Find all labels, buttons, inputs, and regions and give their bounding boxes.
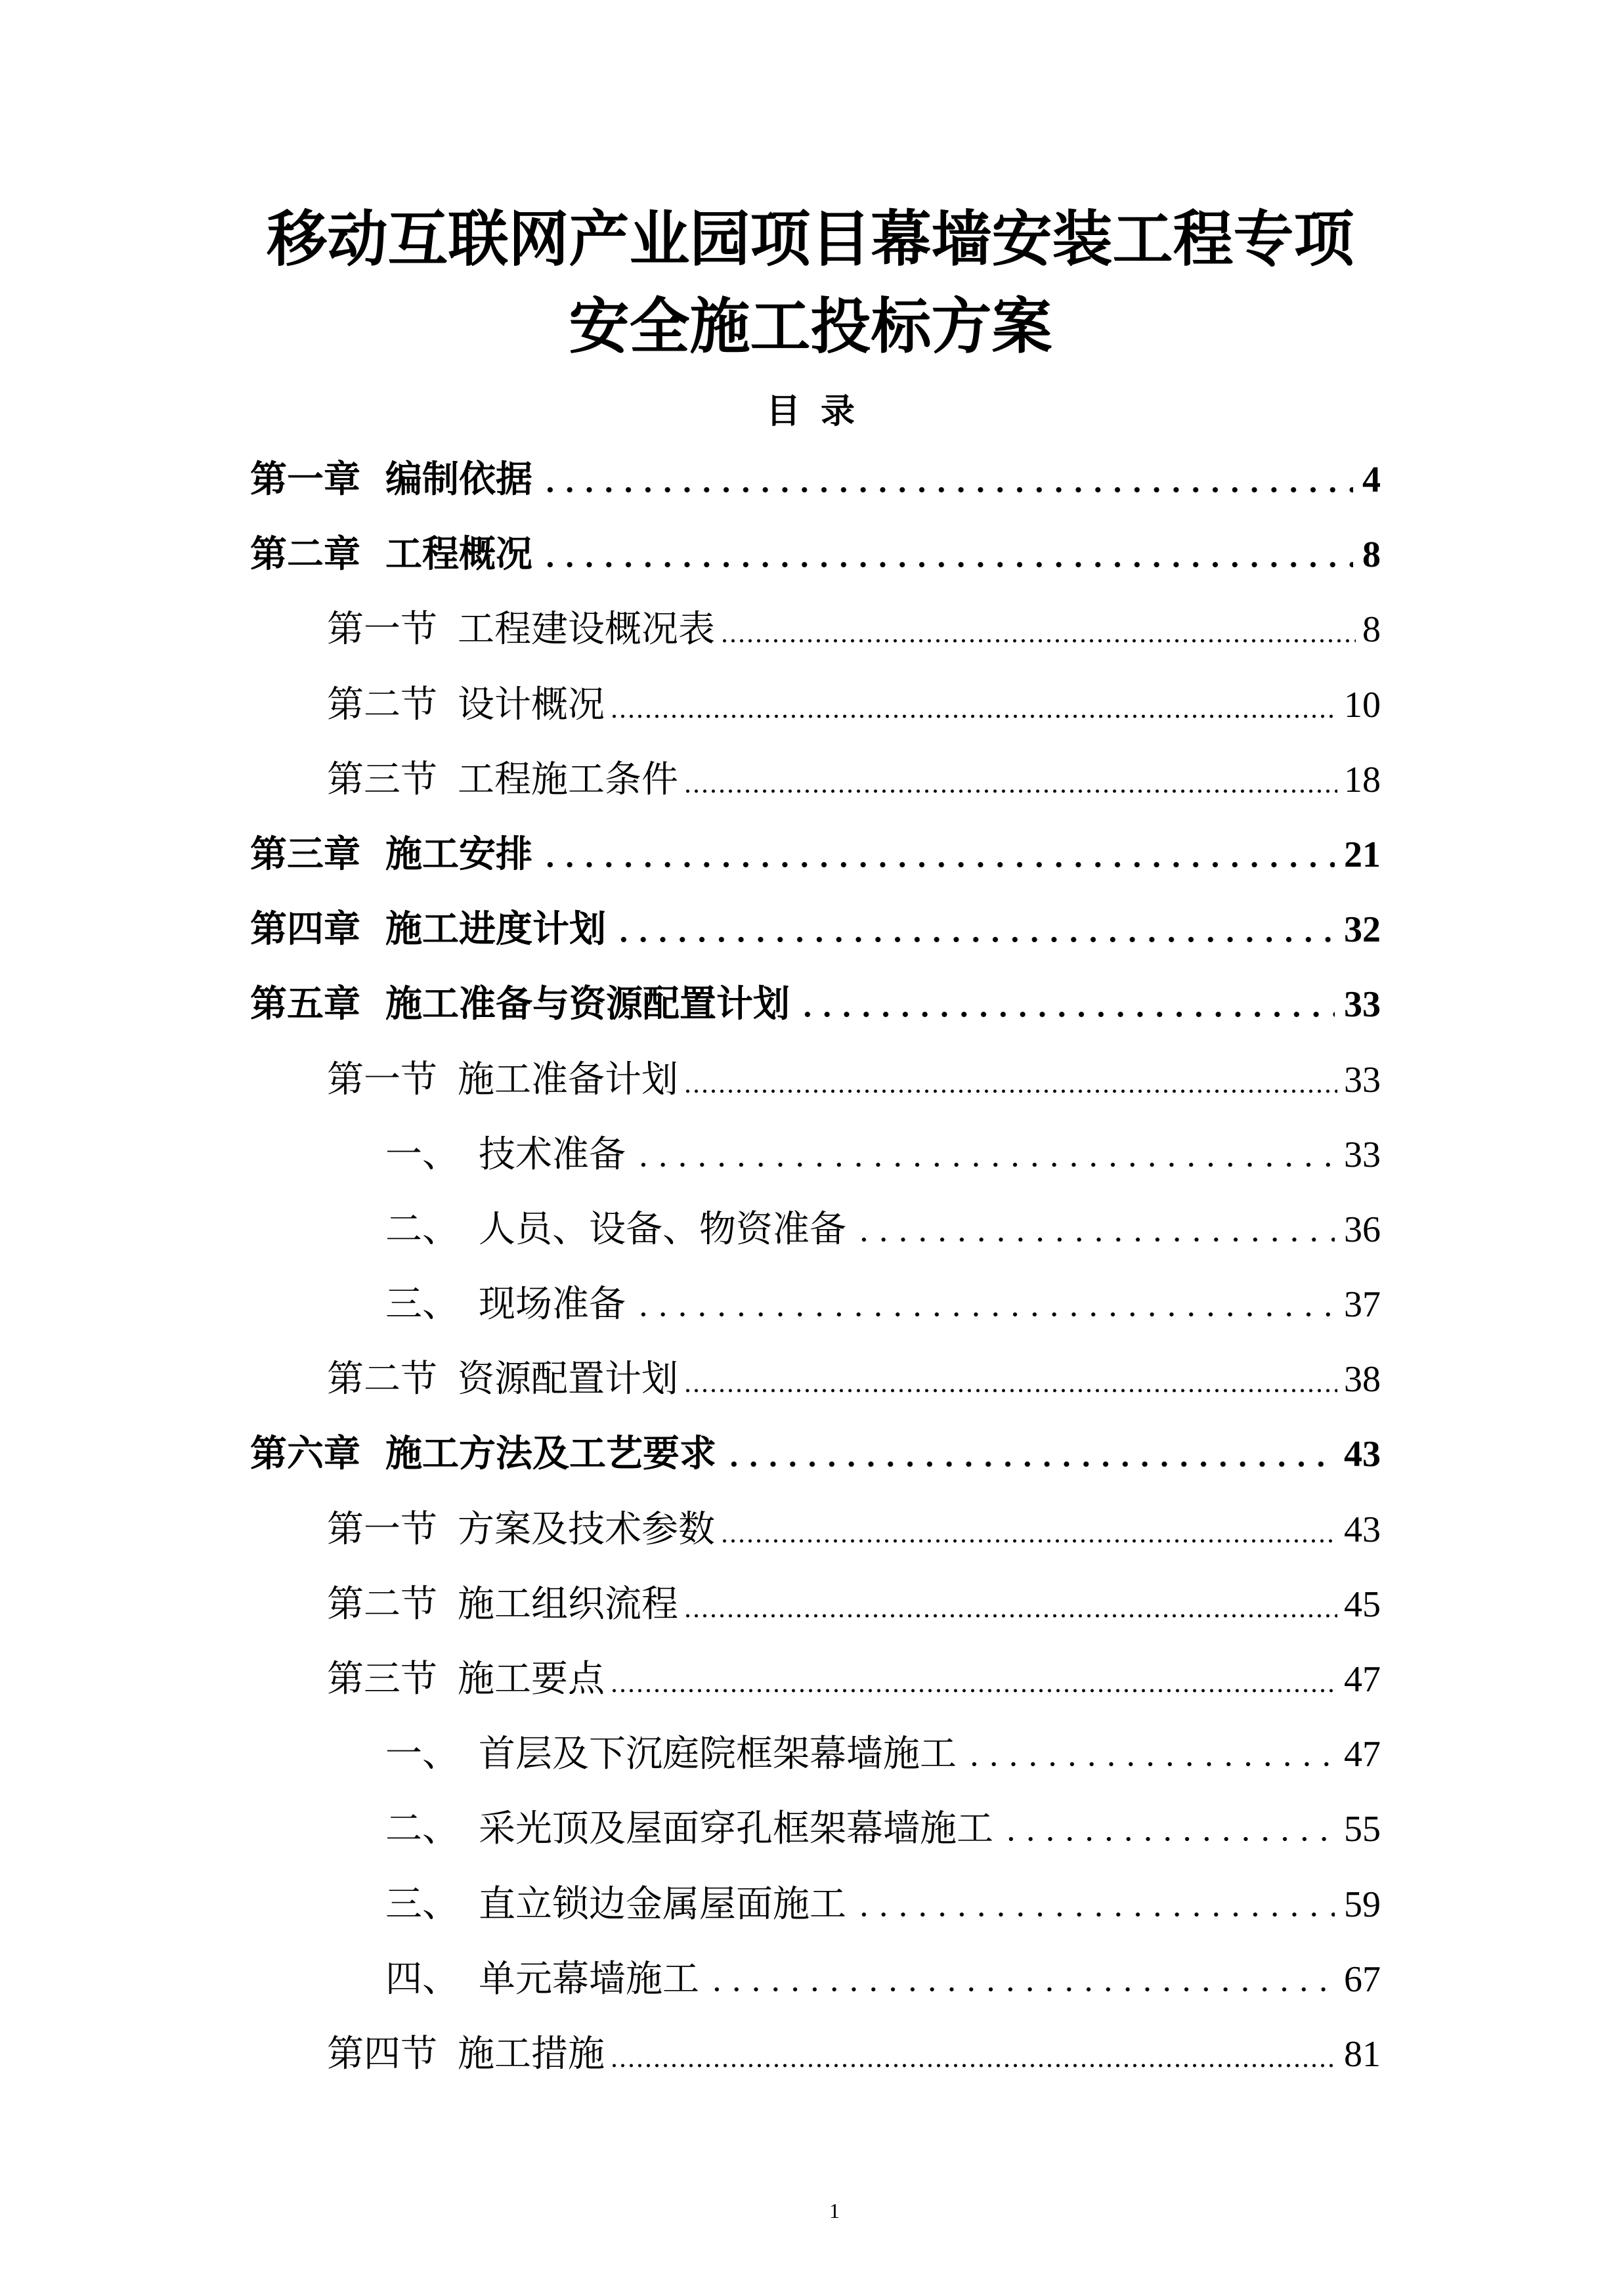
toc-entry-page: 33 [1344, 984, 1381, 1026]
toc-dot-leader [610, 1642, 1337, 1717]
toc-dot-leader [610, 2017, 1337, 2092]
toc-item-entry [250, 1792, 1381, 1867]
toc-entry-number: 第三节 [327, 759, 437, 800]
toc-entry-title: 工程概况 [385, 534, 532, 576]
toc-entry-number: 第六章 [250, 1434, 360, 1475]
toc-entry-title: 工程施工条件 [458, 759, 678, 800]
toc-dot-leader [683, 1043, 1337, 1117]
toc-entry-title: 直立锁边金属屋面施工 [479, 1884, 846, 1925]
toc-chapter-entry [250, 443, 1381, 517]
toc-dot-leader [724, 1417, 1335, 1492]
toc-entry-page: 47 [1344, 1659, 1381, 1700]
toc-entry-page: 32 [1344, 909, 1381, 951]
toc-entry-title: 现场准备 [479, 1284, 626, 1326]
toc-entry-page: 45 [1344, 1584, 1381, 1625]
toc-dot-leader [720, 1492, 1337, 1567]
toc-section-entry [250, 668, 1381, 743]
toc-entry-title: 方案及技术参数 [458, 1509, 715, 1550]
toc-entry-number: 三、 [385, 1284, 459, 1326]
toc-section-entry [250, 1043, 1381, 1117]
toc-chapter-entry [250, 967, 1381, 1042]
toc-entry-title: 单元幕墙施工 [479, 1959, 699, 2000]
toc-item-entry [250, 1717, 1381, 1792]
toc-entry-title: 技术准备 [479, 1134, 626, 1175]
toc-entry-number: 第二节 [327, 1359, 437, 1400]
toc-entry-page: 8 [1362, 609, 1381, 651]
toc-chapter-entry [250, 892, 1381, 967]
toc-entry-title: 施工准备与资源配置计划 [385, 984, 790, 1026]
toc-chapter-entry [250, 1417, 1381, 1492]
toc-item-entry [250, 1117, 1381, 1192]
toc-entry-number: 第二章 [250, 534, 360, 576]
toc-entry-number: 第五章 [250, 984, 360, 1026]
toc-dot-leader [683, 1567, 1337, 1642]
toc-entry-title: 施工进度计划 [385, 909, 606, 951]
toc-entry-page: 8 [1362, 534, 1381, 576]
toc-dot-leader [540, 443, 1353, 517]
toc-item-entry [250, 1942, 1381, 2017]
toc-entry-title: 采光顶及屋面穿孔框架幕墙施工 [479, 1809, 993, 1850]
toc-dot-leader [720, 592, 1356, 667]
toc-dot-leader [854, 1867, 1335, 1942]
toc-section-entry [250, 1342, 1381, 1417]
toc-entry-number: 第一节 [327, 1509, 437, 1550]
toc-section-entry [250, 592, 1381, 667]
toc-entry-title: 施工要点 [458, 1659, 605, 1700]
toc-dot-leader [540, 517, 1353, 592]
toc-dot-leader [634, 1267, 1335, 1342]
toc-entry-page: 81 [1344, 2033, 1381, 2075]
toc-entry-number: 第三节 [327, 1659, 437, 1700]
toc-item-entry [250, 1192, 1381, 1267]
toc-section-entry [250, 2017, 1381, 2092]
toc-dot-leader [1001, 1792, 1335, 1867]
toc-entry-title: 施工准备计划 [458, 1059, 678, 1100]
toc-entry-page: 10 [1344, 684, 1381, 726]
toc-entry-page: 18 [1344, 759, 1381, 800]
toc-entry-page: 43 [1344, 1434, 1381, 1475]
toc-dot-leader [964, 1717, 1335, 1792]
toc-entry-title: 设计概况 [458, 684, 605, 726]
toc-dot-leader [683, 743, 1337, 817]
toc-entry-page: 21 [1344, 834, 1381, 875]
toc-entry-number: 第三章 [250, 834, 360, 875]
toc-entry-page: 38 [1344, 1359, 1381, 1400]
toc-entry-number: 第一节 [327, 1059, 437, 1100]
toc-entry-title: 人员、设备、物资准备 [479, 1209, 846, 1250]
toc-entry-page: 59 [1344, 1884, 1381, 1925]
document-title-line-1: 移动互联网产业园项目幕墙安装工程专项 [267, 206, 1354, 273]
toc-entry-page: 67 [1344, 1959, 1381, 2000]
toc-entry-number: 第四章 [250, 909, 360, 951]
toc-section-entry [250, 743, 1381, 817]
toc-entry-page: 47 [1344, 1734, 1381, 1775]
toc-entry-number: 三、 [385, 1884, 459, 1925]
toc-section-entry [250, 1492, 1381, 1567]
toc-entry-number: 第二节 [327, 684, 437, 726]
toc-item-entry [250, 1867, 1381, 1942]
toc-entry-number: 第一章 [250, 460, 360, 500]
toc-dot-leader [683, 1342, 1337, 1417]
toc-entry-page: 43 [1344, 1509, 1381, 1550]
toc-entry-number: 第一节 [327, 609, 437, 651]
page-number: 1 [829, 2199, 840, 2222]
toc-entry-title: 施工安排 [385, 834, 532, 875]
toc-heading: 目 录 [766, 393, 855, 431]
toc-entry-number: 一、 [385, 1134, 459, 1175]
toc-chapter-entry [250, 817, 1381, 892]
toc-section-entry [250, 1567, 1381, 1642]
toc-entry-page: 33 [1344, 1134, 1381, 1175]
toc-entry-page: 37 [1344, 1284, 1381, 1326]
toc-dot-leader [540, 817, 1335, 892]
toc-entry-page: 36 [1344, 1209, 1381, 1250]
toc-entry-title: 工程建设概况表 [458, 609, 715, 651]
toc-entry-number: 二、 [385, 1209, 459, 1250]
toc-entry-number: 第四节 [327, 2033, 437, 2075]
toc-dot-leader [854, 1192, 1335, 1267]
toc-section-entry [250, 1642, 1381, 1717]
toc-entry-number: 第二节 [327, 1584, 437, 1625]
toc-entry-title: 资源配置计划 [458, 1359, 678, 1400]
toc-entry-title: 首层及下沉庭院框架幕墙施工 [479, 1734, 957, 1775]
toc-entry-title: 施工组织流程 [458, 1584, 678, 1625]
toc-dot-leader [707, 1942, 1335, 2017]
toc-dot-leader [614, 892, 1335, 967]
toc-dot-leader [798, 967, 1335, 1042]
toc-entry-title: 施工措施 [458, 2033, 605, 2075]
toc-entry-page: 4 [1362, 460, 1381, 500]
toc-chapter-entry [250, 517, 1381, 592]
toc-entry-page: 55 [1344, 1809, 1381, 1850]
toc-item-entry [250, 1267, 1381, 1342]
toc-entry-title: 编制依据 [385, 460, 532, 500]
table-of-contents [250, 443, 1381, 2092]
toc-entry-number: 二、 [385, 1809, 459, 1850]
toc-dot-leader [634, 1117, 1335, 1192]
toc-dot-leader [610, 668, 1337, 743]
document-title-line-2: 安全施工投标方案 [569, 293, 1052, 360]
toc-entry-title: 施工方法及工艺要求 [385, 1434, 716, 1475]
toc-entry-page: 33 [1344, 1059, 1381, 1100]
toc-entry-number: 一、 [385, 1734, 459, 1775]
toc-entry-number: 四、 [385, 1959, 459, 2000]
